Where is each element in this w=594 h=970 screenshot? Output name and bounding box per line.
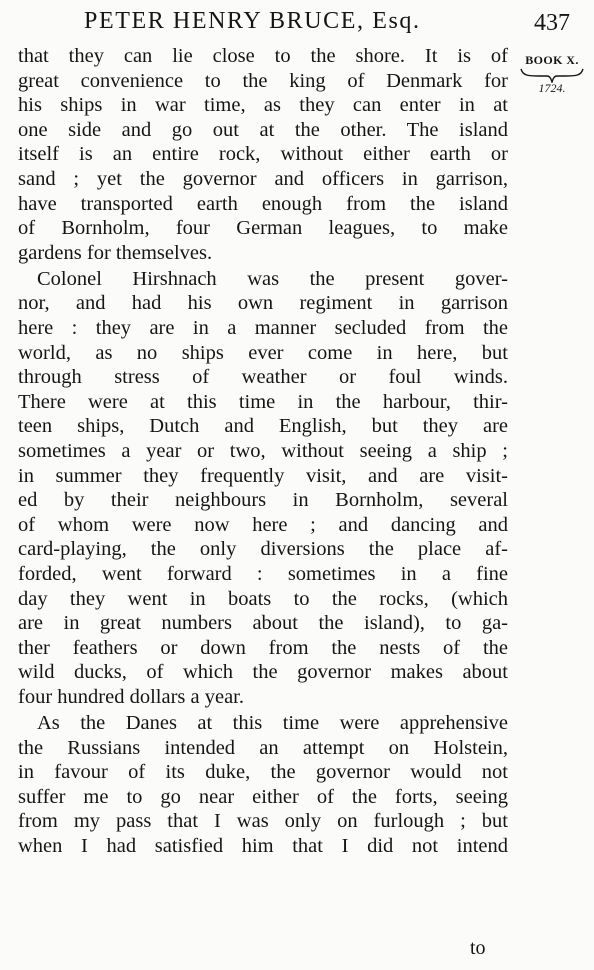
- paragraph: [18, 711, 508, 859]
- paragraph: [18, 267, 508, 710]
- text-line: teen ships, Dutch and English, but they are: [18, 415, 508, 438]
- page-number: 437: [534, 10, 570, 36]
- text-line: day they went in boats to the rocks, (which: [18, 587, 508, 610]
- text-line: have transported earth enough from the island: [18, 192, 508, 215]
- text-line: through stress of weather or foul winds.: [18, 366, 508, 389]
- text-line: from my pass that I was only on furlough ; but: [18, 810, 508, 833]
- text-line: itself is an entire rock, without either earth or: [18, 143, 508, 166]
- text-line: There were at this time in the harbour, thir-: [18, 390, 508, 413]
- margin-year: 1724.: [538, 81, 566, 95]
- margin-book-label: BOOK X.: [525, 53, 579, 67]
- text-line: forded, went forward : sometimes in a fine: [18, 562, 508, 585]
- text-line: in favour of its duke, the governor would not: [18, 761, 508, 784]
- text-line: his ships in war time, as they can enter in at: [18, 94, 508, 117]
- text-line: that they can lie close to the shore. It is of: [18, 45, 508, 67]
- text-line: the Russians intended an attempt on Holstein,: [18, 736, 508, 759]
- text-line: sometimes a year or two, without seeing a ship ;: [18, 440, 508, 462]
- catchword: to: [470, 937, 486, 959]
- text-line: when I had satisfied him that I did not intend: [18, 835, 508, 857]
- text-line: ther feathers or down from the nests of the: [18, 636, 508, 659]
- paragraph: [18, 44, 508, 265]
- text-line: great convenience to the king of Denmark for: [18, 69, 508, 92]
- text-line: here : they are in a manner secluded from the: [18, 317, 508, 340]
- text-line: As the Danes at this time were apprehensive: [37, 712, 508, 735]
- text-line: wild ducks, of which the governor makes about: [18, 661, 508, 684]
- text-line: card-playing, the only diversions the place af-: [18, 538, 508, 561]
- text-line: of Bornholm, four German leagues, to make: [18, 217, 508, 240]
- text-line: Colonel Hirshnach was the present gover-: [37, 267, 508, 290]
- running-head: PETER HENRY BRUCE, Esq.: [84, 8, 421, 34]
- text-line: nor, and had his own regiment in garrison: [18, 292, 508, 315]
- text-line: world, as no ships ever come in here, but: [18, 341, 508, 364]
- text-line: ed by their neighbours in Bornholm, several: [18, 489, 508, 512]
- text-line: suffer me to go near either of the forts, seeing: [18, 785, 508, 808]
- text-line: are in great numbers about the island), to ga-: [18, 612, 508, 635]
- text-line: four hundred dollars a year.: [18, 685, 244, 708]
- text-line: gardens for themselves.: [18, 241, 213, 264]
- text-line: of whom were now here ; and dancing and: [18, 513, 508, 536]
- text-line: one side and go out at the other. The island: [18, 118, 508, 141]
- text-line: sand ; yet the governor and officers in garrison,: [18, 167, 508, 190]
- text-line: in summer they frequently visit, and are visit-: [18, 464, 508, 487]
- margin-note: [517, 53, 587, 95]
- body-text: [18, 44, 508, 860]
